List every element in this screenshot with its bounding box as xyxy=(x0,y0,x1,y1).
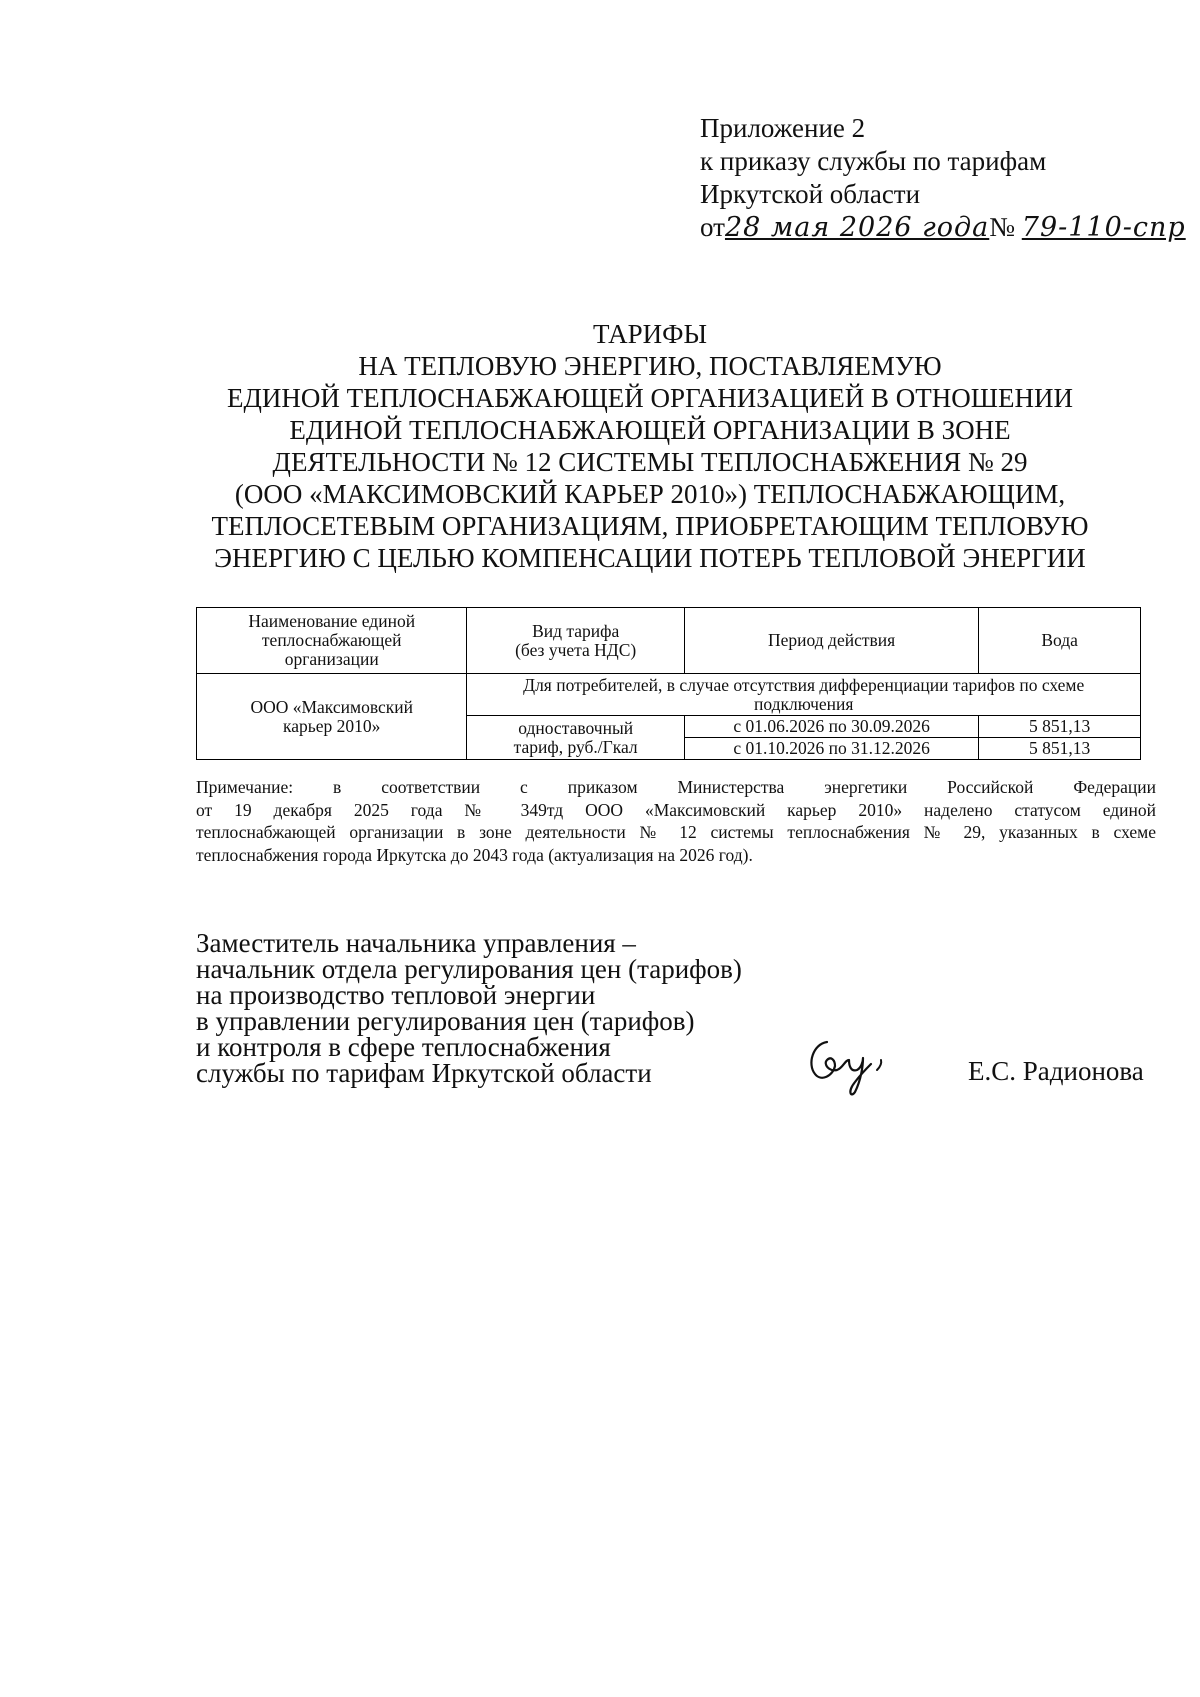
org-name-line: ООО «Максимовский xyxy=(250,696,413,717)
signer-position-line: Заместитель начальника управления – xyxy=(196,928,636,958)
org-name-cell xyxy=(197,674,467,760)
note-paragraph xyxy=(196,776,1156,866)
appendix-line-3: Иркутской области xyxy=(700,179,921,209)
period-cell: с 01.06.2026 по 30.09.2026 xyxy=(684,716,978,738)
appendix-line-2: к приказу службы по тарифам xyxy=(700,146,1047,176)
signer-position-line: в управлении регулирования цен (тарифов) xyxy=(196,1006,695,1036)
header-org-line: организации xyxy=(284,649,379,669)
document-title xyxy=(150,318,1150,574)
title-line: ЕДИНОЙ ТЕПЛОСНАБЖАЮЩЕЙ ОРГАНИЗАЦИИ В ЗОНЕ xyxy=(289,415,1011,445)
title-line: ТЕПЛОСЕТЕВЫМ ОРГАНИЗАЦИЯМ, ПРИОБРЕТАЮЩИМ ТЕПЛОВУЮ xyxy=(211,511,1089,541)
header-tariff-type-line: Вид тарифа xyxy=(532,620,620,641)
header-tariff-type-line: (без учета НДС) xyxy=(515,639,637,660)
signer-position-line: и контроля в сфере теплоснабжения xyxy=(196,1032,611,1062)
note-line: теплоснабжения города Иркутска до 2043 года (актуализация на 2026 год). xyxy=(196,844,753,865)
tariff-kind-cell xyxy=(467,716,684,760)
signer-position-line: начальник отдела регулирования цен (тарифов) xyxy=(196,954,742,984)
number-prefix: № xyxy=(989,212,1016,242)
title-line: ДЕЯТЕЛЬНОСТИ № 12 СИСТЕМЫ ТЕПЛОСНАБЖЕНИЯ № 29 xyxy=(272,447,1028,477)
signer-position xyxy=(196,930,742,1086)
header-org-line: Наименование единой xyxy=(248,611,416,631)
title-line: ТАРИФЫ xyxy=(592,319,708,349)
value-cell: 5 851,13 xyxy=(979,716,1141,738)
appendix-date-line xyxy=(700,211,1186,244)
appendix-line-1: Приложение 2 xyxy=(700,113,866,143)
header-period: Период действия xyxy=(684,608,978,674)
title-line: НА ТЕПЛОВУЮ ЭНЕРГИЮ, ПОСТАВЛЯЕМУЮ xyxy=(358,351,942,381)
group-label-line: Для потребителей, в случае отсутствия дифференциации тарифов по схеме xyxy=(523,674,1085,695)
title-line: ЭНЕРГИЮ С ЦЕЛЬЮ КОМПЕНСАЦИИ ПОТЕРЬ ТЕПЛОВОЙ ЭНЕРГИИ xyxy=(214,543,1086,573)
group-label-cell xyxy=(467,674,1141,716)
note-line: от 19 декабря 2025 года № 349тд ООО «Максимовский карьер 2010» наделено статусом единой xyxy=(196,799,1156,820)
signer-name: Е.С. Радионова xyxy=(968,1056,1144,1086)
tariff-kind-line: тариф, руб./Гкал xyxy=(513,736,638,757)
group-label-line: подключения xyxy=(753,693,854,714)
handwritten-signature xyxy=(805,1030,895,1100)
header-org xyxy=(197,608,467,674)
org-name-line: карьер 2010» xyxy=(283,715,381,736)
title-line: ЕДИНОЙ ТЕПЛОСНАБЖАЮЩЕЙ ОРГАНИЗАЦИЕЙ В ОТНОШЕНИИ xyxy=(227,383,1073,413)
appendix-block xyxy=(700,112,1186,244)
title-line: (ООО «МАКСИМОВСКИЙ КАРЬЕР 2010») ТЕПЛОСНАБЖАЮЩИМ, xyxy=(234,479,1066,509)
period-cell: с 01.10.2026 по 31.12.2026 xyxy=(684,738,978,760)
tariff-kind-line: одноставочный xyxy=(518,717,634,738)
header-org-line: теплоснабжающей xyxy=(261,630,402,650)
tariff-table xyxy=(196,607,1141,760)
handwritten-number: 79-110-спр xyxy=(1021,212,1186,243)
signer-position-line: службы по тарифам Иркутской области xyxy=(196,1058,652,1088)
header-water: Вода xyxy=(979,608,1141,674)
date-prefix: от xyxy=(700,212,725,242)
table-header-row xyxy=(197,608,1141,674)
header-tariff-type xyxy=(467,608,684,674)
note-line: Примечание: в соответствии с приказом Министерства энергетики Российской Федерации xyxy=(196,777,1156,797)
table-group-row xyxy=(197,674,1141,716)
note-line: теплоснабжающей организации в зоне деятельности № 12 системы теплоснабжения № 29, указанных в схеме xyxy=(196,822,1156,842)
signer-position-line: на производство тепловой энергии xyxy=(196,980,596,1010)
handwritten-date: 28 мая 2026 года xyxy=(724,212,990,243)
value-cell: 5 851,13 xyxy=(979,738,1141,760)
